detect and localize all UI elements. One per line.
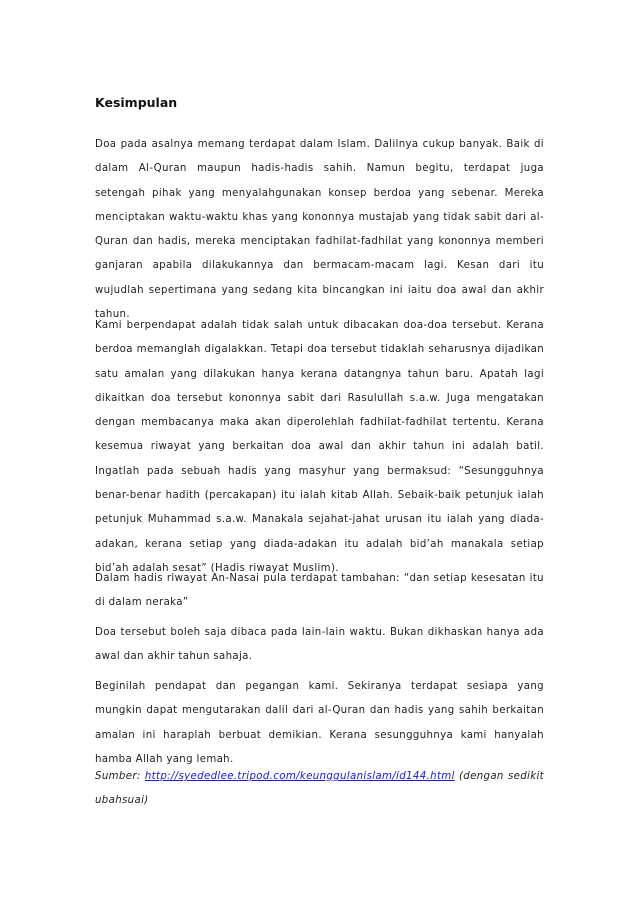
source-citation bbox=[95, 765, 544, 814]
text-line: Beginilah pendapat dan pegangan kami. Sekiranya terdapat sesiapa yang bbox=[95, 681, 544, 692]
source-note-start: (dengan bbox=[458, 771, 504, 782]
text-line: Kami berpendapat adalah tidak salah untuk dibacakan doa-doa tersebut. Kerana bbox=[95, 320, 544, 331]
text-line: di dalam neraka” bbox=[95, 597, 189, 609]
source-line bbox=[95, 765, 544, 789]
text-line: setengah pihak yang menyalahgunakan konsep berdoa yang sebenar. Mereka bbox=[95, 187, 544, 199]
text-line: berdoa memanglah digalakkan. Tetapi doa tersebut tidaklah seharusnya dijadikan bbox=[95, 344, 544, 356]
text-line: adakan, kerana setiap yang diada-adakan itu adalah bid’ah manakala setiap bbox=[95, 538, 544, 550]
text-line: kesemua riwayat yang berkaitan doa awal dan akhir tahun ini adalah batil. bbox=[95, 441, 544, 453]
text-line: wujudlah sepertimana yang sedang kita bincangkan ini iaitu doa awal dan akhir bbox=[95, 284, 544, 296]
text-line: bid’ah adalah sesat” (Hadis riwayat Muslim). bbox=[95, 562, 339, 574]
text-line: Ingatlah pada sebuah hadis yang masyhur yang bermaksud: “Sesungguhnya bbox=[95, 465, 544, 477]
text-line: satu amalan yang dilakukan hanya kerana datangnya tahun baru. Apatah lagi bbox=[95, 368, 544, 380]
text-line: mungkin dapat mengutarakan dalil dari al-Quran dan hadis yang sahih berkaitan bbox=[95, 705, 544, 717]
text-line: Doa tersebut boleh saja dibaca pada lain-lain waktu. Bukan dikhaskan hanya ada bbox=[95, 627, 544, 638]
paragraph-2 bbox=[95, 314, 544, 581]
paragraph-3 bbox=[95, 567, 544, 616]
text-line: tahun. bbox=[95, 309, 130, 321]
text-line: Doa pada asalnya memang terdapat dalam Islam. Dalilnya cukup banyak. Baik di bbox=[95, 139, 544, 150]
paragraph-4 bbox=[95, 621, 544, 670]
text-line: benar-benar hadith (percakapan) itu ialah kitab Allah. Sebaik-baik petunjuk ialah bbox=[95, 490, 544, 502]
text-line: amalan ini haraplah berbuat demikian. Kerana sesungguhnya kami hanyalah bbox=[95, 729, 544, 741]
paragraph-1 bbox=[95, 133, 544, 327]
text-line: Quran dan hadis, mereka menciptakan fadhilat-fadhilat yang kononnya memberi bbox=[95, 236, 544, 248]
source-note-mid: sedikit bbox=[507, 771, 544, 782]
text-line: ganjaran apabila dilakukannya dan bermacam-macam lagi. Kesan dari itu bbox=[95, 260, 544, 272]
text-line: awal dan akhir tahun sahaja. bbox=[95, 651, 253, 663]
text-line: Dalam hadis riwayat An-Nasai pula terdapat tambahan: “dan setiap kesesatan itu bbox=[95, 573, 544, 584]
text-line: dalam Al-Quran maupun hadis-hadis sahih. Namun begitu, terdapat juga bbox=[95, 163, 544, 175]
source-label: Sumber: bbox=[95, 771, 141, 782]
text-line: menciptakan waktu-waktu khas yang kononnya mustajab yang tidak sabit dari al- bbox=[95, 211, 544, 223]
source-line-end: ubahsuai) bbox=[95, 795, 149, 807]
source-link[interactable]: http://syededlee.tripod.com/keunggulanislam/id144.html bbox=[144, 771, 455, 782]
section-heading: Kesimpulan bbox=[95, 95, 178, 110]
text-line: hamba Allah yang lemah. bbox=[95, 753, 234, 765]
text-line: dikaitkan doa tersebut kononnya sabit dari Rasulullah s.a.w. Juga mengatakan bbox=[95, 392, 544, 404]
text-line: dengan membacanya maka akan diperolehlah fadhilat-fadhilat tertentu. Kerana bbox=[95, 417, 544, 429]
text-line: petunjuk Muhammad s.a.w. Manakala sejahat-jahat urusan itu ialah yang diada- bbox=[95, 514, 544, 526]
paragraph-5 bbox=[95, 675, 544, 772]
